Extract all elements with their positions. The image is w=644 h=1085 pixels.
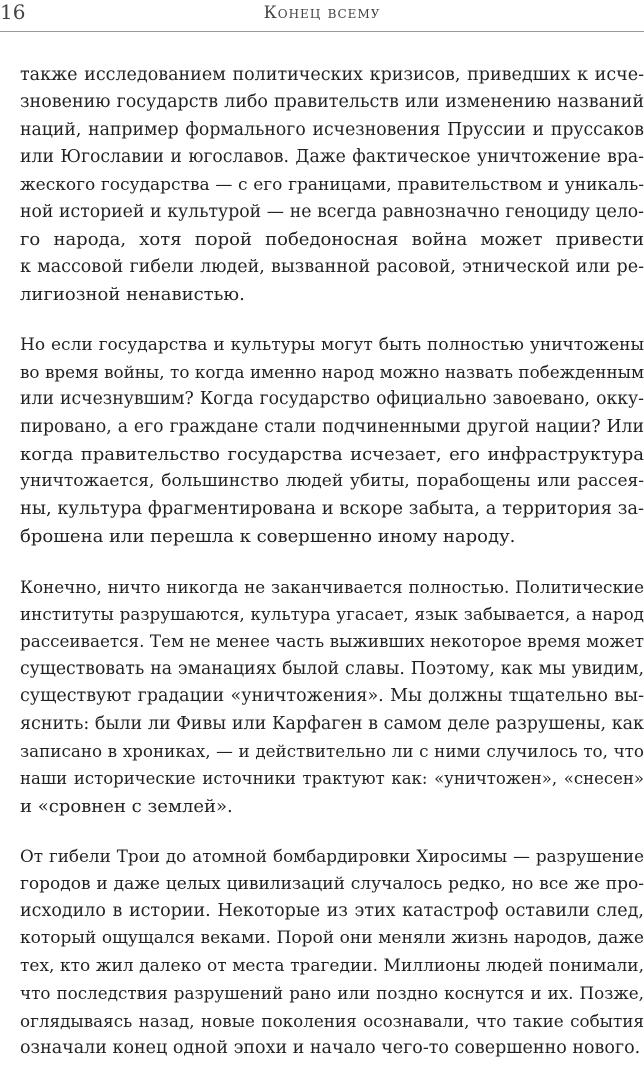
text-line: существовать на эманациях былой славы. Поэтому, как мы увидим, bbox=[20, 658, 644, 679]
text-line: Конечно, ничто никогда не заканчивается полностью. Политические bbox=[20, 576, 644, 597]
text-line: исходило в истории. Некоторые из этих катастроф оставили след, bbox=[20, 900, 644, 921]
paragraph bbox=[20, 843, 644, 1062]
text-line: также исследованием политических кризисов, приведших к исче- bbox=[20, 65, 644, 85]
text-line: пировано, а его граждане стали подчиненными другой нации? Или bbox=[20, 416, 644, 437]
text-line: городов и даже целых цивилизаций случалось редко, но все же про- bbox=[20, 873, 644, 894]
text-line: оглядываясь назад, новые поколения осознавали, что такие события bbox=[20, 1010, 644, 1031]
text-line: Но если государства и культуры могут быть полностью уничтожены bbox=[20, 334, 644, 355]
text-line: наций, например формального исчезновения Пруссии и пруссаков bbox=[20, 119, 644, 140]
page-number: 16 bbox=[0, 0, 26, 24]
text-line: ной историей и культурой — не всегда равнозначно геноциду цело- bbox=[20, 201, 644, 222]
text-line: существуют градации «уничтожения». Мы должны тщательно вы- bbox=[20, 686, 644, 707]
text-line: и «сровнен с землей». bbox=[20, 795, 233, 817]
text-line: записано в хрониках, — и действительно ли с ними случилось то, что bbox=[20, 740, 644, 761]
text-line: что последствия разрушений рано или поздно коснутся и их. Позже, bbox=[20, 983, 644, 1004]
paragraph bbox=[20, 332, 644, 551]
text-line: или исчезнувшим? Когда государство официально завоевано, окку- bbox=[20, 389, 644, 410]
text-line: жеского государства — с его границами, правительством и уникаль- bbox=[20, 174, 644, 195]
text-line: лигиозной ненавистью. bbox=[20, 284, 245, 306]
running-title: Конец всему bbox=[263, 3, 381, 23]
paragraph bbox=[20, 574, 644, 821]
text-line: означали конец одной эпохи и начало чего-то совершенно нового. bbox=[20, 1037, 641, 1058]
text-line: который ощущался веками. Порой они меняли жизнь народов, даже bbox=[20, 928, 644, 949]
text-line: тех, кто жил далеко от места трагедии. Миллионы людей понимали, bbox=[20, 955, 644, 976]
text-line: От гибели Трои до атомной бомбардировки Хиросимы — разрушение bbox=[20, 846, 644, 867]
paragraph bbox=[20, 62, 644, 309]
text-line: брошена или перешла к совершенно иному народу. bbox=[20, 526, 516, 548]
text-line: когда правительство государства исчезает, его инфраструктура bbox=[20, 444, 644, 466]
body-text bbox=[20, 62, 644, 1085]
text-line: го народа, хотя порой победоносная война может привести bbox=[20, 229, 644, 251]
text-line: ны, культура фрагментирована и вскоре забыта, а территория за- bbox=[20, 498, 644, 519]
text-line: во время войны, то когда именно народ можно назвать побежденным bbox=[20, 361, 644, 382]
text-line: уничтожается, большинство людей убиты, порабощены или рассея- bbox=[20, 471, 644, 492]
text-line: или Югославии и югославов. Даже фактическое уничтожение вра- bbox=[20, 147, 644, 168]
text-line: рассеивается. Тем не менее часть выживших некоторое время может bbox=[20, 631, 644, 652]
text-line: институты разрушаются, культура угасает, язык забывается, а народ bbox=[20, 604, 644, 625]
text-line: яснить: были ли Фивы или Карфаген в самом деле разрушены, как bbox=[20, 713, 644, 734]
header-divider bbox=[0, 31, 644, 32]
text-line: к массовой гибели людей, вызванной расовой, этнической или ре- bbox=[20, 256, 644, 277]
text-line: наши исторические источники трактуют как: «уничтожен», «снесен» bbox=[20, 769, 644, 789]
text-line: зновению государств либо правительств или изменению названий bbox=[20, 92, 644, 113]
